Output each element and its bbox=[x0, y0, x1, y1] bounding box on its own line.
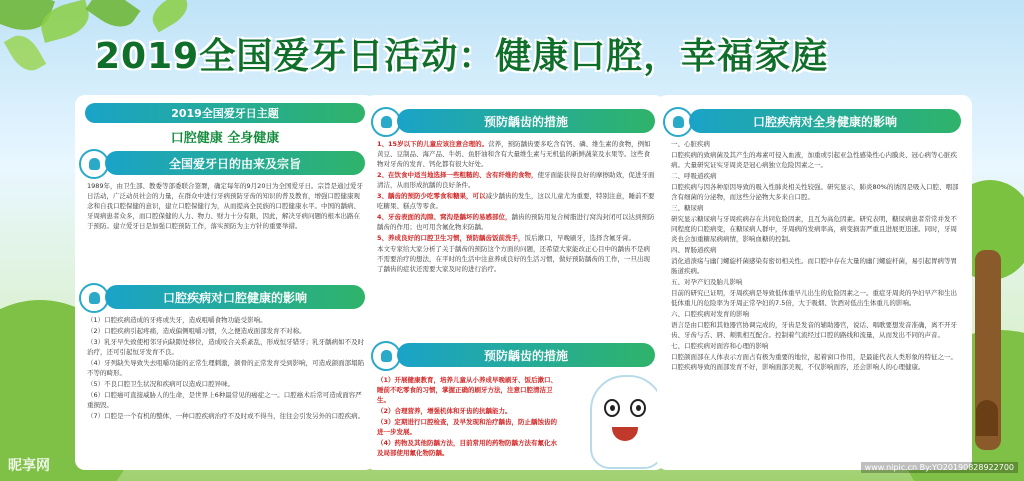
list-item: 二、呼吸道疾病 bbox=[671, 172, 717, 180]
list-item: 研究显示糖尿病与牙周疾病存在共同危险因素，且互为高危因素。研究表明，糖尿病患者常常并发不同程度的口腔病变，在糖尿病人群中，牙周病的发病率高，病变损害严重且进展更迅速。同时，牙周炎也会加重糖尿病病情，影响血糖的控制。 bbox=[671, 215, 957, 243]
tree-door-decoration bbox=[976, 400, 998, 436]
list-item: 1、15岁以下的儿童应该注意合理的。营养，预防龋齿要多吃含有钙、磷、维生素的食物，例如黄豆、豆制品、海产品、牛奶、鱼肝油和含有大量维生素与无机盐的新鲜蔬菜及水果等。这些食物对牙齿的发育、钙化都有很大好处。 bbox=[377, 140, 651, 168]
section-title-caries-prevention: 预防龋齿的措施 bbox=[397, 109, 655, 133]
panel-systemic-health bbox=[657, 95, 972, 470]
section-title-caries-measures: 预防龋齿的措施 bbox=[397, 343, 655, 367]
summary-paragraph: 本文专家给大家分析了关于龋齿的预防这个方面的问题，还希望大家能改正心目中的龋齿不是病不需要治疗的想法，在平时的生活中注意养成良好的生活习惯，做好预防龋齿的工作，一旦出现了龋齿的症状还需要大家及时的进行治疗。 bbox=[377, 245, 650, 273]
systemic-health-list bbox=[671, 139, 961, 373]
poster-title: 2019全国爱牙日活动：健康口腔，幸福家庭 bbox=[95, 36, 829, 77]
list-item: 三、糖尿病 bbox=[671, 204, 704, 212]
list-item: （3）乳牙早失致使相邻牙向缺隙处移位，造成咬合关系紊乱，形成恒牙错牙；乳牙龋病如不及时治疗，还可引起恒牙发育不良。 bbox=[87, 338, 365, 356]
oral-impact-list bbox=[87, 315, 365, 422]
list-item: 2、在饮食中适当地选择一些粗糙的、含有纤维的食物，使牙面能获得良好的摩擦助效，促进牙面清洁，从而形成抗龋的良好条件。 bbox=[377, 171, 655, 189]
tooth-mascot bbox=[590, 375, 664, 469]
list-item: 4、牙齿表面的沟隙、窝沟是龋坏的易感部位，龋齿的预防用复合树脂进行窝沟封闭可以达到预防龋齿的作用；也可用含氟化物来防龋。 bbox=[377, 213, 655, 231]
watermark-logo: 昵享网 bbox=[8, 458, 50, 474]
section-title-origin: 全国爱牙日的由来及宗旨 bbox=[105, 151, 365, 175]
list-item: 五、对孕产妇及胎儿影响 bbox=[671, 278, 743, 286]
list-item: （4）牙列缺失导致失去咀嚼功能的正常生理刺激，颌骨的正常发育受到影响，可造成颌面部塌陷不等的畸形。 bbox=[87, 359, 365, 377]
list-item: （6）口腔癌可直接威胁人的生命，是世界上6种最常见的癌症之一。口腔癌术后常可造成面容严重损毁。 bbox=[87, 391, 362, 409]
list-item: （4）药物及其他防龋方法，目前常用的药物防龋方法有氟化水及局部使用氟化物防龋。 bbox=[377, 439, 558, 457]
caries-measures-list bbox=[377, 375, 562, 459]
mascot-eye bbox=[604, 399, 620, 417]
origin-body: 1989年，由卫生部、教委等部委联合签署，确定每年的9月20日为全国爱牙日。宗旨是通过爱牙日活动，广泛动员社会的力量，在群众中进行牙病预防牙齿的知识的普及教育，增强口腔健康观念和自我口腔保健的意识，建立口腔保健行为，从而提高全民族的口腔健康水平。中国的龋病、牙周病患者众多，而口腔保健的人力、物力、财力十分有限，因此，解决牙病问题的根本出路在于预防。建立爱牙日是加强口腔预防工作，落实预防为主方针的重要举措。 bbox=[87, 182, 363, 230]
mascot-eye bbox=[630, 399, 646, 417]
list-item: （7）口腔是一个有机的整体，一种口腔疾病治疗不及时或不得当，往往会引发另外的口腔疾病。 bbox=[87, 412, 365, 420]
caries-prevention-list bbox=[377, 139, 655, 275]
mascot-mouth bbox=[612, 427, 638, 441]
list-item: （2）口腔疾病引起疼痛，造成偏侧咀嚼习惯，久之便造成面部发育不对称。 bbox=[87, 327, 306, 335]
section-title-systemic-health: 口腔疾病对全身健康的影响 bbox=[689, 109, 961, 133]
list-item: （3）定期进行口腔检查，及早发现和治疗龋齿，防止龋蚀齿的进一步发展。 bbox=[377, 418, 558, 436]
panel-theme bbox=[75, 95, 375, 470]
theme-heading: 2019全国爱牙日主题 bbox=[85, 103, 365, 123]
list-item: （5）不良口腔卫生状况和疾病可以造成口腔异味。 bbox=[87, 380, 235, 388]
leaf-decoration bbox=[4, 29, 47, 77]
list-item: 3、龋齿的预防少吃零食和糖果，可以减少龋齿的发生，这以儿童尤为重要，特别注意，睡前不要吃糖果、糕点等零食。 bbox=[377, 192, 655, 210]
list-item: （2）合理营养，增强机体和牙齿的抗龋能力。 bbox=[377, 407, 512, 415]
list-item: 口腔颌面部在人体表示方面占有极为重要的地位，起着窗口作用，是最能代表人类形象的特征之一。口腔疾病导致的面部发育不好，影响面部美观，不仅影响面容，还会影响人的心理健康。 bbox=[671, 353, 957, 371]
list-item: （1）开展健康教育，培养儿童从小养成早晚刷牙、饭后漱口、睡前不吃零食的习惯，掌握正确的刷牙方法，注意口腔清洁卫生。 bbox=[377, 376, 558, 404]
section-title-oral-impact: 口腔疾病对口腔健康的影响 bbox=[105, 285, 365, 309]
list-item: 口腔疾病与因各种原因导致的吸入性肺炎相关性较强。研究显示，肺炎80%的诱因是吸入口腔、咽部含有细菌的分泌物，而这些分泌物大多来自口腔。 bbox=[671, 183, 959, 201]
image-code: www.nipic.cn By:YO20190828922700 bbox=[861, 462, 1018, 473]
list-item: 目前的研究已证明，牙周疾病是导致低体重早儿出生的危险因素之一。重症牙周炎的孕妇早产和生出低体重儿的危险率为牙周正常孕妇的7.5倍，大于吸烟、饮酒对低出生体重儿的影响。 bbox=[671, 289, 957, 307]
list-item: （1）口腔疾病造成的牙疼或失牙，造成咀嚼食物功能受影响。 bbox=[87, 316, 267, 324]
list-item: 一、心脏疾病 bbox=[671, 140, 710, 148]
list-item: 六、口腔疾病对发育的影响 bbox=[671, 310, 749, 318]
list-item: 四、胃肠道疾病 bbox=[671, 246, 717, 254]
list-item: 消化道溃疡与幽门螺旋杆菌感染有密切相关性。而口腔中存在大量的幽门螺旋杆菌，易引起胃病等胃肠道疾病。 bbox=[671, 257, 957, 275]
list-item: 5、养成良好的口腔卫生习惯，预防龋齿饭前洗手，饭后漱口，早晚刷牙，选择含氟牙膏。 bbox=[377, 234, 636, 242]
theme-slogan: 口腔健康 全身健康 bbox=[170, 131, 280, 146]
list-item: 七、口腔疾病对面容和心理的影响 bbox=[671, 342, 769, 350]
list-item: 口腔疾病的致病菌及其产生的毒素可侵入血液，加重或引起亚急性感染性心内膜炎、冠心病等心脏疾病。大量研究证实牙周炎是冠心病独立危险因素之一。 bbox=[671, 151, 957, 169]
list-item: 语言是由口腔和其他器官协调完成的，牙齿是发音的辅助器官，说话、唱歌要想发音准确，离不开牙齿、牙齿与舌、唇、颊肌相互配合。控制着气流经过口腔的路线和流量，从而发出不同的声音。 bbox=[671, 321, 957, 339]
